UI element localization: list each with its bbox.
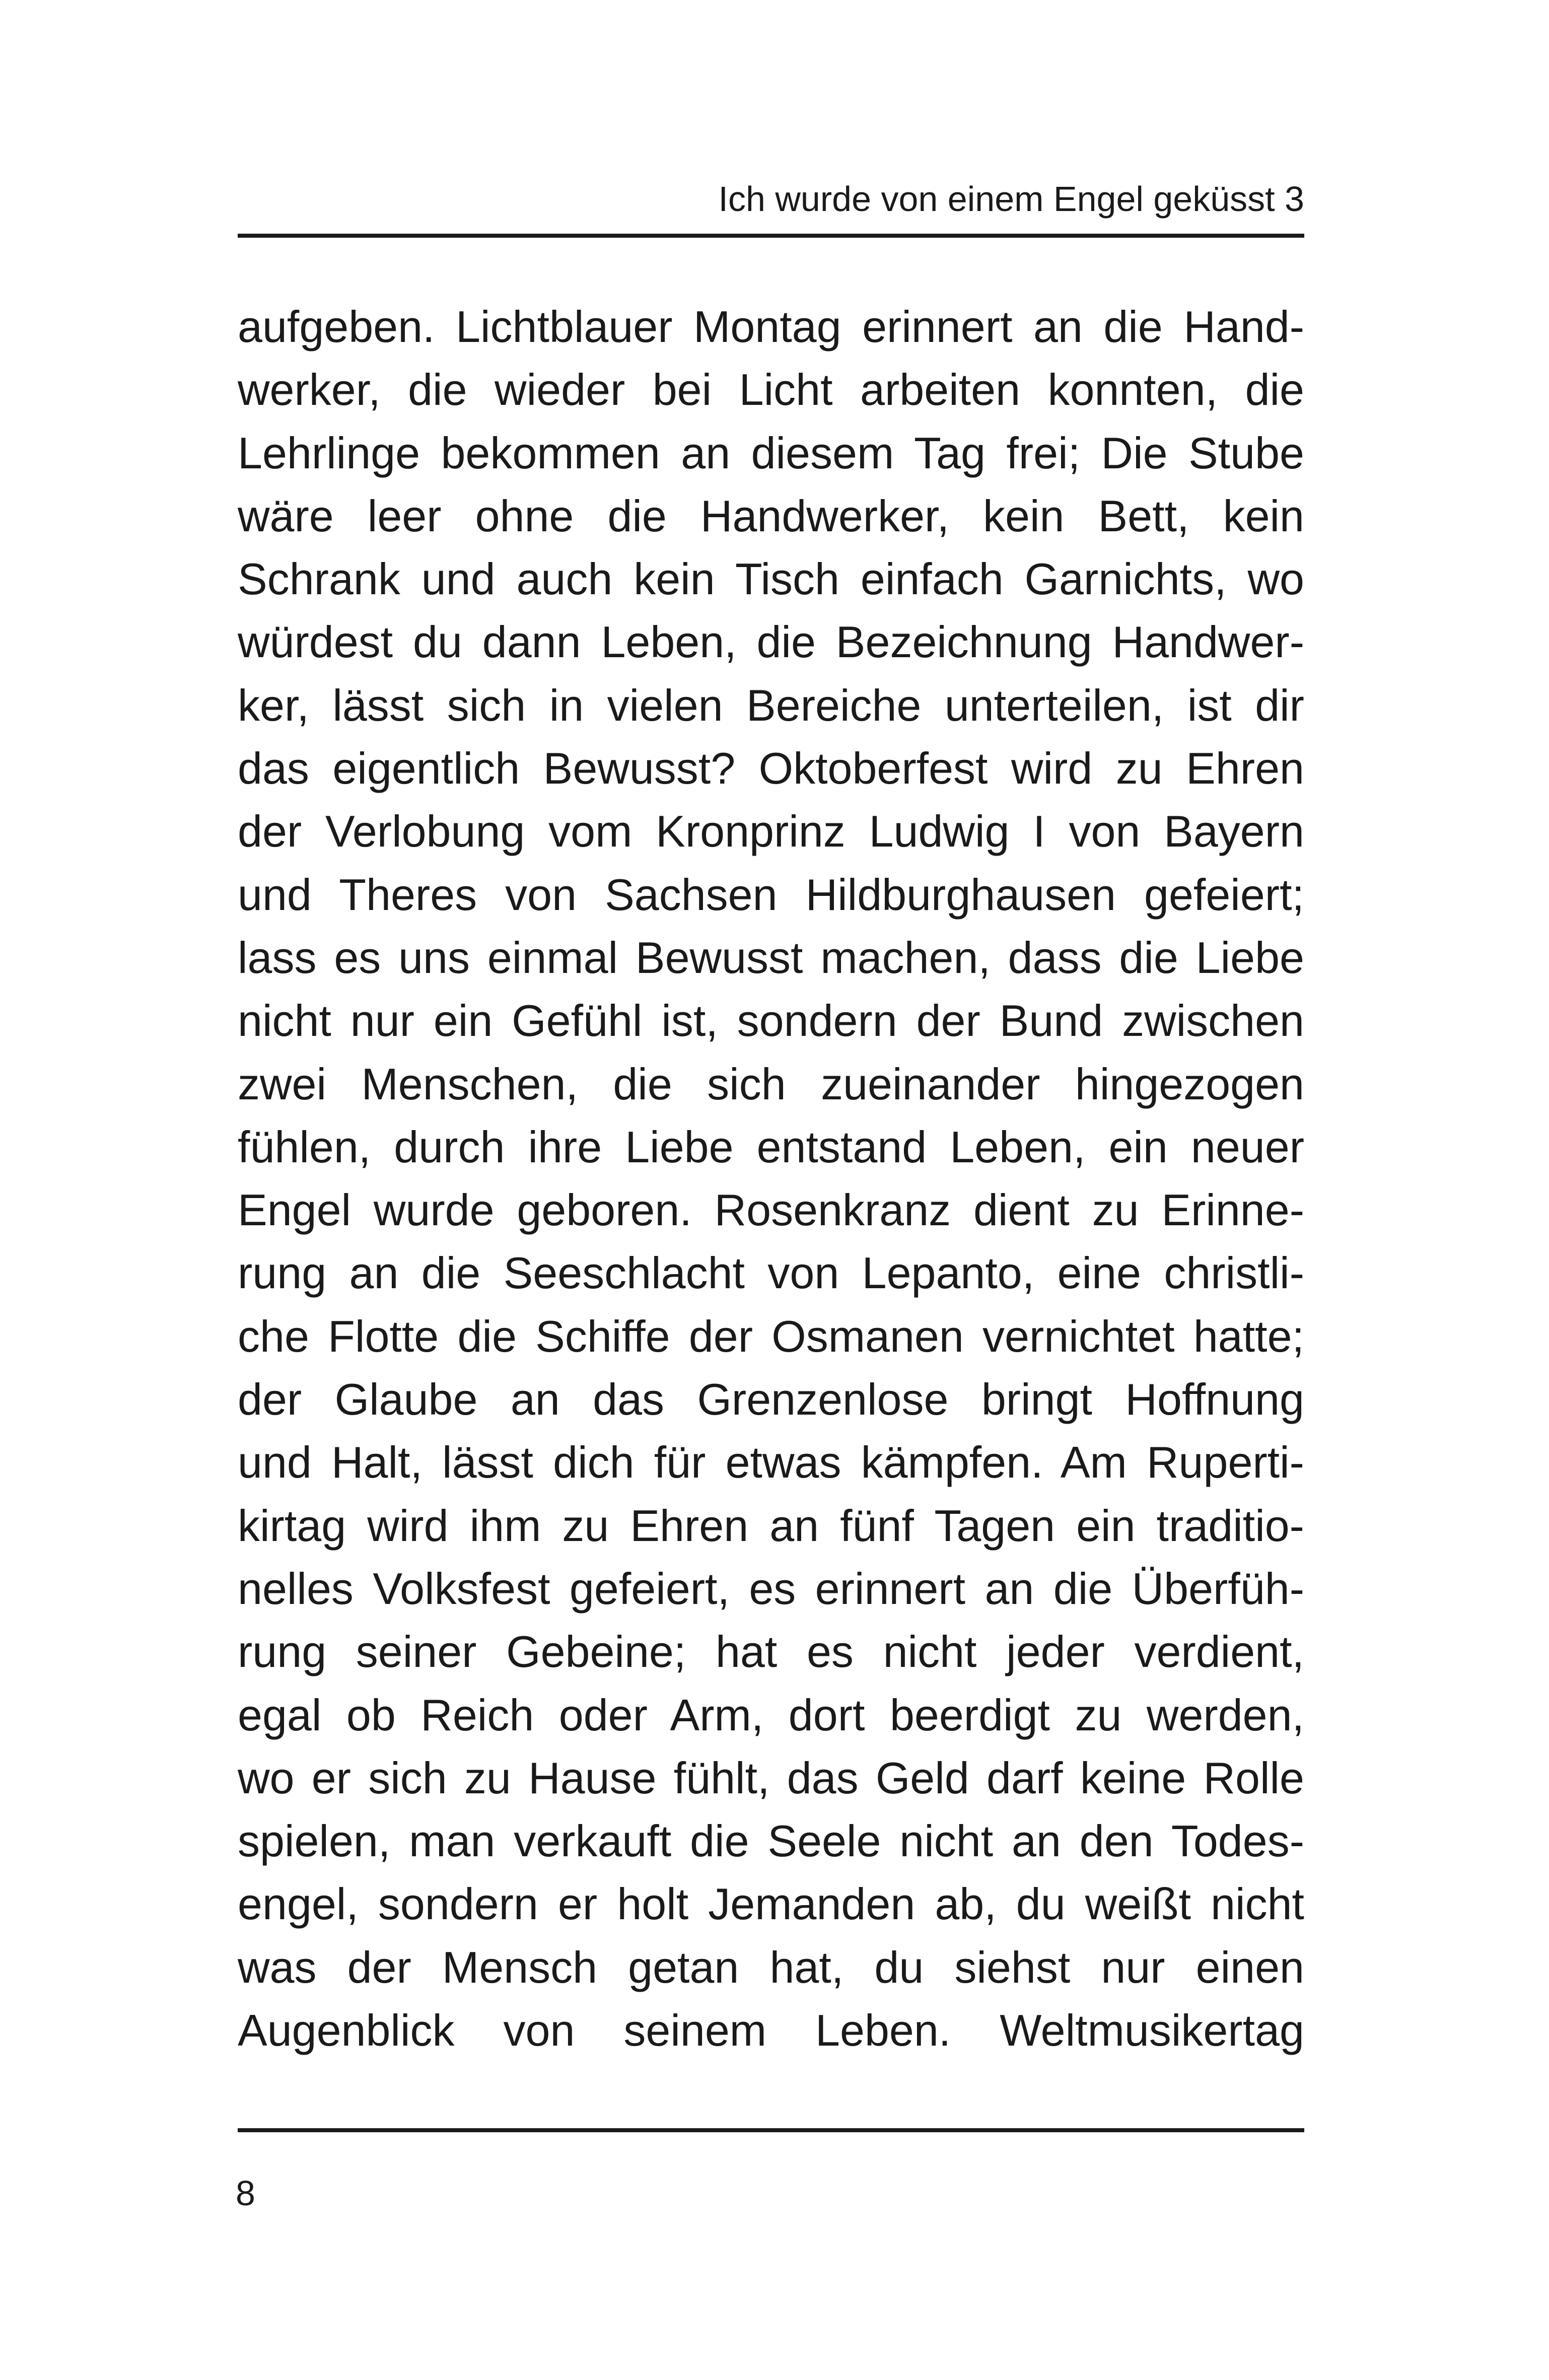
text-line: aufgeben. Lichtblauer Montag erinnert an die Hand- [238, 302, 1304, 352]
text-line: egal ob Reich oder Arm, dort beerdigt zu werden, [238, 1690, 1304, 1740]
text-line: Engel wurde geboren. Rosenkranz dient zu Erinne- [238, 1185, 1304, 1235]
text-line: was der Mensch getan hat, du siehst nur einen [238, 1942, 1304, 1992]
text-line: der Verlobung vom Kronprinz Ludwig I von Bayern [238, 806, 1304, 857]
text-line: rung an die Seeschlacht von Lepanto, eine christli- [238, 1248, 1304, 1298]
text-line: che Flotte die Schiffe der Osmanen vernichtet hatte; [238, 1311, 1304, 1361]
text-line: nicht nur ein Gefühl ist, sondern der Bund zwischen [238, 996, 1304, 1046]
text-line: kirtag wird ihm zu Ehren an fünf Tagen ein traditio- [238, 1500, 1304, 1551]
text-line: nelles Volksfest gefeiert, es erinnert an die Überfüh- [238, 1563, 1304, 1614]
text-line: zwei Menschen, die sich zueinander hingezogen [238, 1059, 1304, 1109]
text-line: wo er sich zu Hause fühlt, das Geld darf keine Rolle [238, 1753, 1304, 1803]
text-line: und Halt, lässt dich für etwas kämpfen. Am Ruperti- [238, 1437, 1304, 1488]
text-line: engel, sondern er holt Jemanden ab, du weißt nicht [238, 1879, 1304, 1929]
text-line: ker, lässt sich in vielen Bereiche unterteilen, ist dir [238, 680, 1304, 730]
text-line: Augenblick von seinem Leben. Weltmusikertag [238, 2005, 1304, 2056]
text-line: wäre leer ohne die Handwerker, kein Bett, kein [238, 491, 1304, 541]
text-line: fühlen, durch ihre Liebe entstand Leben, ein neuer [238, 1122, 1304, 1172]
text-line: spielen, man verkauft die Seele nicht an den Todes- [238, 1816, 1304, 1866]
text-line: lass es uns einmal Bewusst machen, dass die Liebe [238, 932, 1304, 983]
body-text [238, 295, 1304, 2062]
text-line: Schrank und auch kein Tisch einfach Garnichts, wo [238, 554, 1304, 604]
header-rule [238, 234, 1304, 238]
text-line: würdest du dann Leben, die Bezeichnung Handwer- [238, 617, 1304, 667]
text-line: werker, die wieder bei Licht arbeiten konnten, die [238, 365, 1304, 415]
text-line: das eigentlich Bewusst? Oktoberfest wird zu Ehren [238, 743, 1304, 794]
text-line: rung seiner Gebeine; hat es nicht jeder verdient, [238, 1627, 1304, 1677]
footer-rule [238, 2128, 1304, 2132]
text-line: der Glaube an das Grenzenlose bringt Hoffnung [238, 1374, 1304, 1425]
text-line: und Theres von Sachsen Hildburghausen gefeiert; [238, 869, 1304, 920]
running-header: Ich wurde von einem Engel geküsst 3 [718, 179, 1304, 219]
page-number: 8 [236, 2174, 255, 2213]
text-line: Lehrlinge bekommen an diesem Tag frei; Die Stube [238, 428, 1304, 478]
